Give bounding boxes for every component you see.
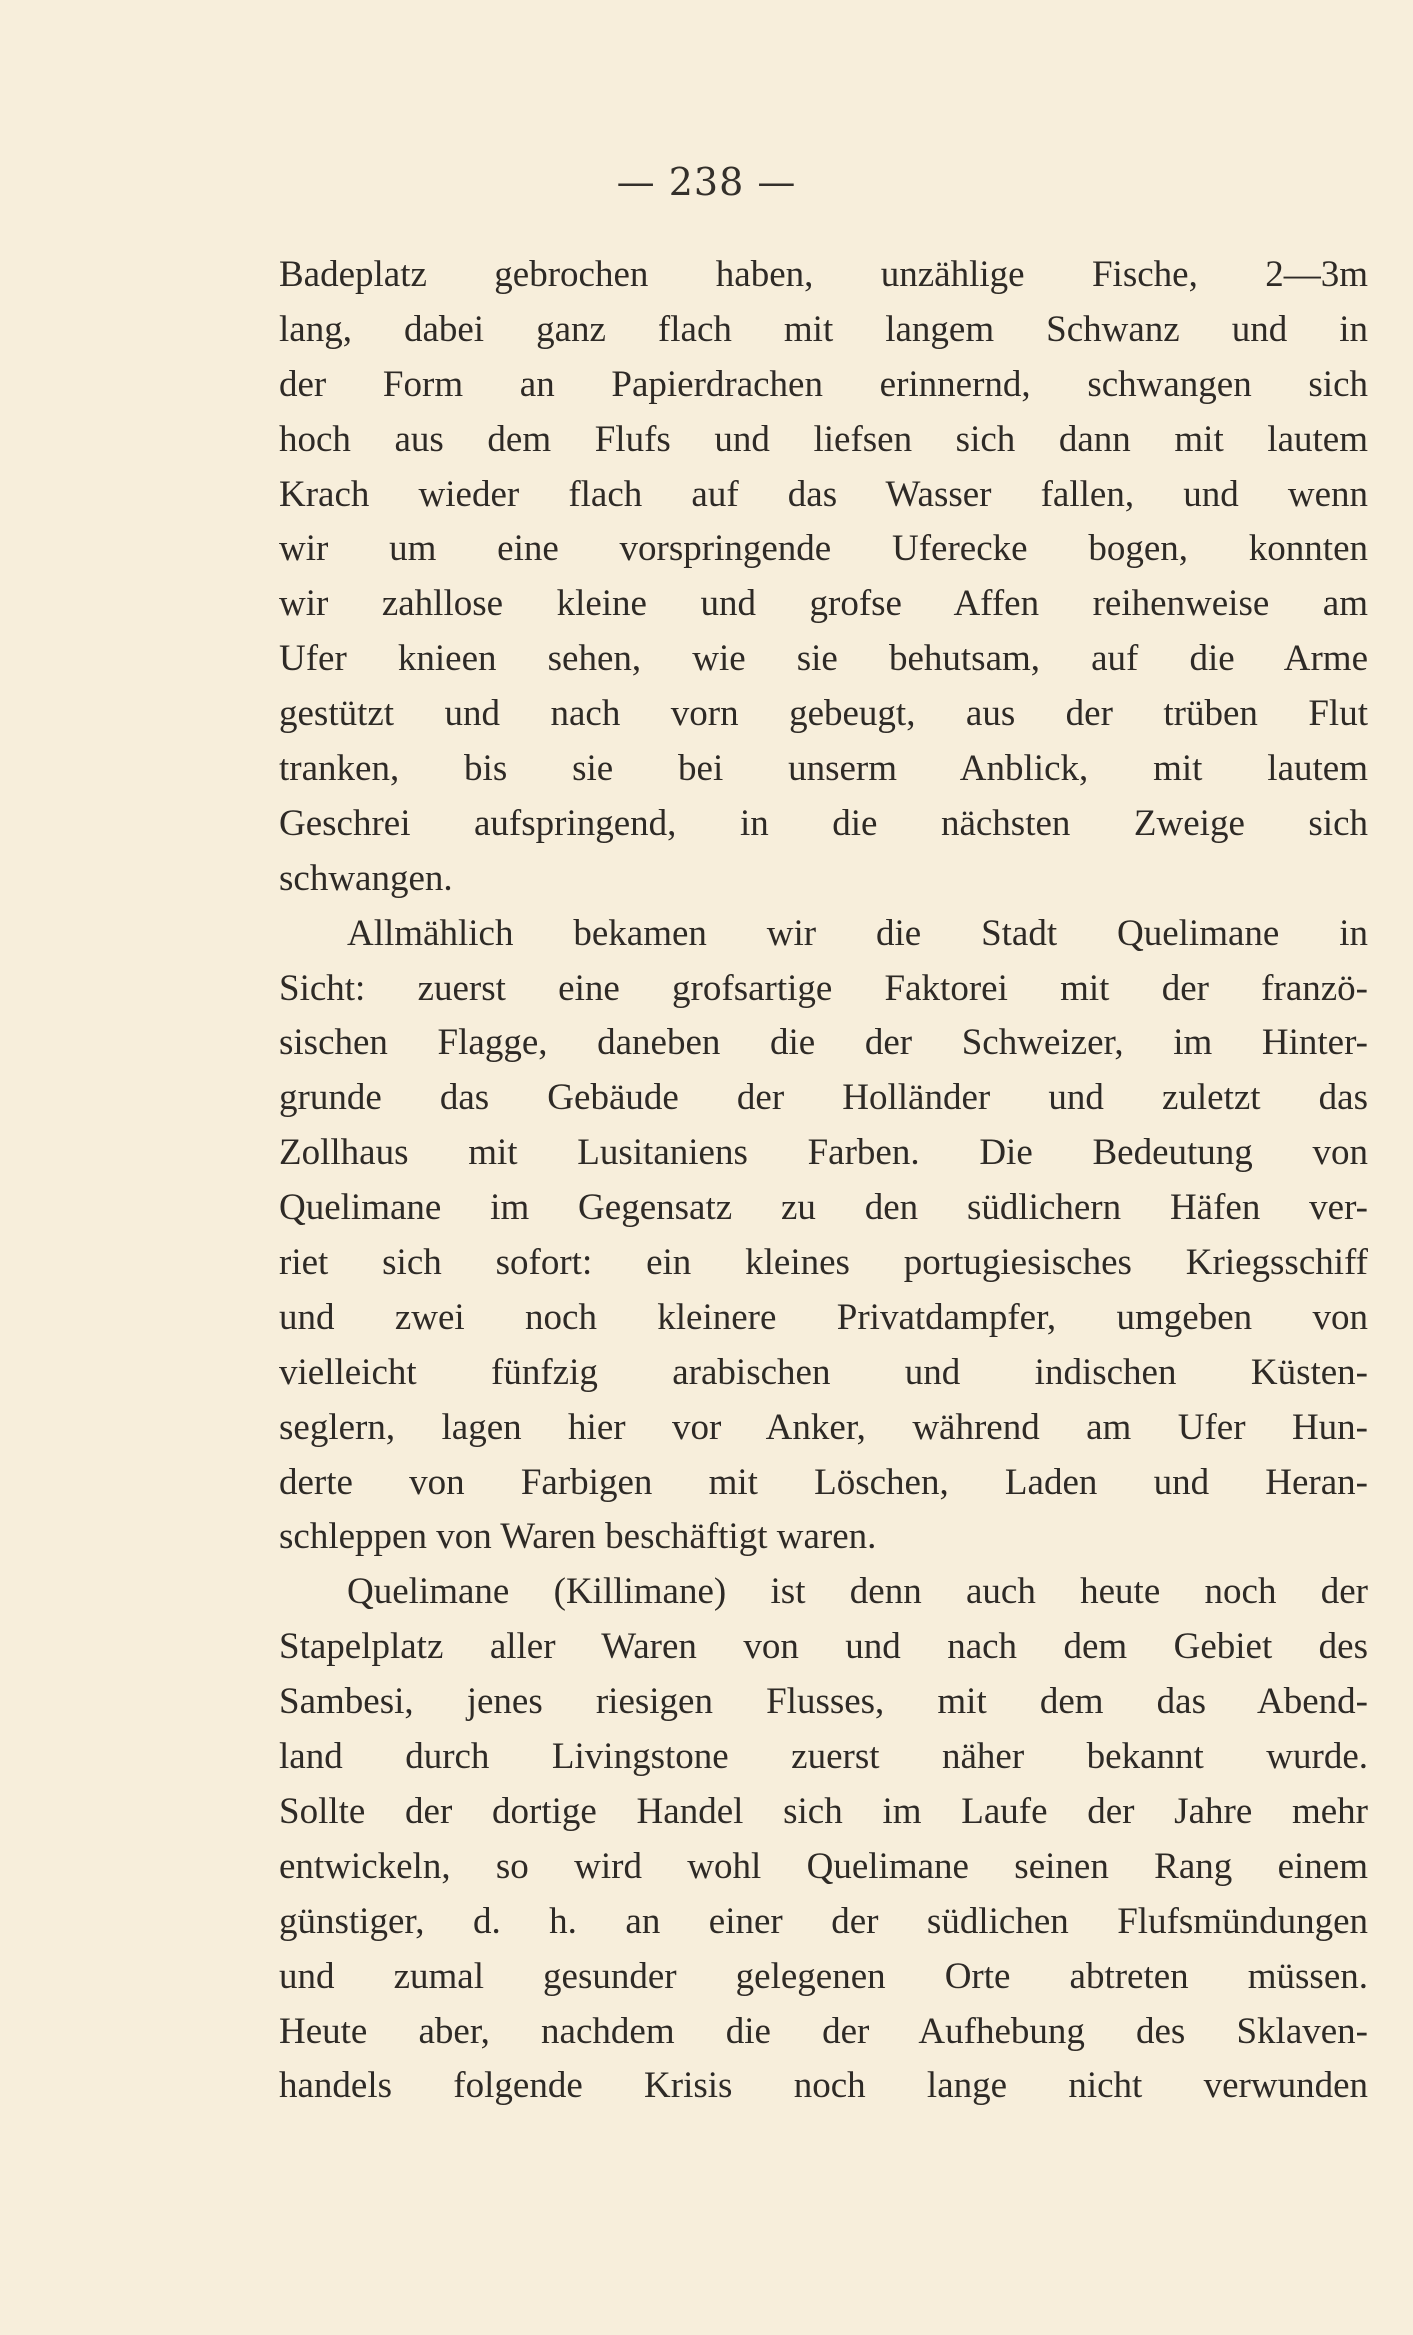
text-line: land durch Livingstone zuerst näher bekannt wurde. (279, 1736, 1368, 1778)
text-line: Heute aber, nachdem die der Aufhebung des Sklaven- (279, 2010, 1368, 2052)
text-line: seglern, lagen hier vor Anker, während am Ufer Hun- (279, 1406, 1368, 1448)
text-line: wir zahllose kleine und grofse Affen reihenweise am (279, 583, 1368, 625)
body-text (279, 248, 1368, 2114)
text-line: riet sich sofort: ein kleines portugiesisches Kriegsschiff (279, 1242, 1368, 1284)
text-line: entwickeln, so wird wohl Quelimane seinen Rang einem (279, 1845, 1368, 1887)
text-line: derte von Farbigen mit Löschen, Laden und Heran- (279, 1461, 1368, 1503)
text-line: Ufer knieen sehen, wie sie behutsam, auf die Arme (279, 638, 1368, 680)
text-line: hoch aus dem Flufs und liefsen sich dann mit lautem (279, 418, 1368, 460)
text-line: vielleicht fünfzig arabischen und indischen Küsten- (279, 1351, 1368, 1393)
text-line: gestützt und nach vorn gebeugt, aus der trüben Flut (279, 693, 1368, 735)
text-line: der Form an Papierdrachen erinnernd, schwangen sich (279, 363, 1368, 405)
text-line: Sambesi, jenes riesigen Flusses, mit dem das Abend- (279, 1681, 1368, 1723)
text-line: wir um eine vorspringende Uferecke bogen, konnten (279, 528, 1368, 570)
text-line: tranken, bis sie bei unserm Anblick, mit lautem (279, 748, 1368, 790)
text-line: Krach wieder flach auf das Wasser fallen, und wenn (279, 473, 1368, 515)
text-line: Sicht: zuerst eine grofsartige Faktorei mit der franzö- (279, 967, 1368, 1009)
text-line: grunde das Gebäude der Holländer und zuletzt das (279, 1077, 1368, 1119)
text-line: und zumal gesunder gelegenen Orte abtreten müssen. (279, 1955, 1368, 1997)
text-line: Stapelplatz aller Waren von und nach dem Gebiet des (279, 1626, 1368, 1668)
text-line: Allmählich bekamen wir die Stadt Quelimane in (347, 912, 1368, 954)
text-line: schleppen von Waren beschäftigt waren. (279, 1516, 877, 1558)
text-line: Quelimane im Gegensatz zu den südlichern Häfen ver- (279, 1187, 1368, 1229)
page-number: — 238 — (616, 160, 797, 204)
text-line: Sollte der dortige Handel sich im Laufe der Jahre mehr (279, 1790, 1368, 1832)
text-line: Geschrei aufspringend, in die nächsten Zweige sich (279, 802, 1368, 844)
text-line: und zwei noch kleinere Privatdampfer, umgeben von (279, 1296, 1368, 1338)
text-line: handels folgende Krisis noch lange nicht verwunden (279, 2065, 1368, 2107)
text-line: sischen Flagge, daneben die der Schweizer, im Hinter- (279, 1022, 1368, 1064)
text-line: Quelimane (Killimane) ist denn auch heute noch der (347, 1571, 1368, 1613)
text-line: günstiger, d. h. an einer der südlichen Flufsmündungen (279, 1900, 1368, 1942)
text-line: schwangen. (279, 857, 453, 899)
text-line: lang, dabei ganz flach mit langem Schwanz und in (279, 308, 1368, 350)
text-line: Badeplatz gebrochen haben, unzählige Fische, 2—3m (279, 254, 1368, 295)
text-line: Zollhaus mit Lusitaniens Farben. Die Bedeutung von (279, 1132, 1368, 1174)
